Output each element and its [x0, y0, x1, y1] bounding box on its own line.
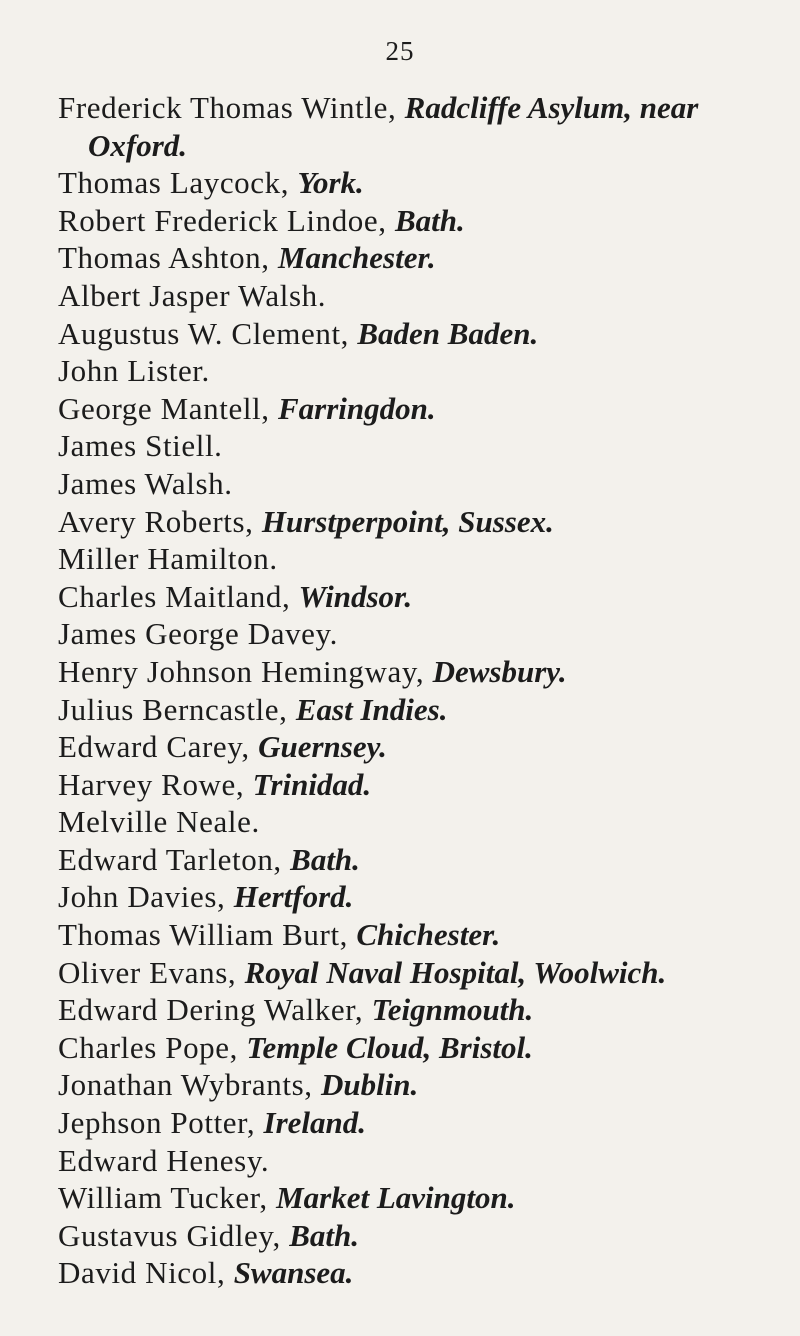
list-item — [58, 239, 788, 277]
list-item — [58, 1179, 788, 1217]
list-item — [58, 578, 788, 616]
member-list — [58, 89, 788, 1292]
list-item — [58, 465, 788, 503]
member-location: Guernsey. — [258, 729, 387, 765]
member-name: Edward Henesy. — [58, 1142, 270, 1178]
list-item — [58, 954, 788, 992]
list-item — [58, 991, 788, 1029]
list-item — [58, 1142, 788, 1180]
member-name: James Walsh. — [58, 465, 233, 501]
member-name: Robert Frederick Lindoe, — [58, 202, 395, 238]
member-name: Jonathan Wybrants, — [58, 1067, 321, 1103]
member-location: Bath. — [289, 1217, 359, 1253]
list-item — [58, 1254, 788, 1292]
list-item — [58, 1066, 788, 1104]
member-location: Dublin. — [320, 1067, 419, 1103]
list-item — [58, 878, 788, 916]
member-name: James Stiell. — [58, 428, 223, 464]
list-item — [58, 841, 788, 879]
list-item — [58, 352, 788, 390]
page-number: 25 — [385, 36, 415, 66]
member-name: John Davies, — [58, 879, 234, 915]
member-name: Oliver Evans, — [58, 954, 245, 990]
member-location: Hertford. — [233, 879, 354, 915]
member-name: Gustavus Gidley, — [58, 1217, 290, 1253]
member-location: Windsor. — [298, 578, 413, 614]
member-name: James George Davey. — [58, 616, 338, 652]
member-name: Jephson Potter, — [58, 1105, 264, 1141]
member-location: Hurstperpoint, Sussex. — [261, 503, 554, 539]
member-name: Augustus W. Clement, — [58, 315, 358, 351]
member-name: Thomas Ashton, — [58, 240, 278, 276]
member-name: Avery Roberts, — [58, 503, 262, 539]
list-item — [58, 390, 788, 428]
member-name: Henry Johnson Hemingway, — [58, 653, 433, 689]
list-item — [58, 766, 788, 804]
member-name: William Tucker, — [58, 1180, 277, 1216]
list-item — [58, 1029, 788, 1067]
list-item — [58, 277, 788, 315]
list-item — [58, 1217, 788, 1255]
member-location: York. — [297, 165, 364, 201]
member-location: Royal Naval Hospital, Woolwich. — [244, 954, 667, 990]
list-item — [58, 503, 788, 541]
list-item — [58, 615, 788, 653]
member-name: Thomas William Burt, — [58, 917, 357, 953]
member-location: Swansea. — [233, 1255, 354, 1291]
list-item — [58, 164, 788, 202]
member-name: George Mantell, — [58, 390, 278, 426]
member-name: Albert Jasper Walsh. — [58, 277, 327, 313]
member-location: Bath. — [394, 202, 465, 238]
list-item — [58, 540, 788, 578]
list-item — [58, 202, 788, 240]
member-location-continued: Oxford. — [88, 127, 188, 163]
list-item — [58, 803, 788, 841]
member-location: Baden Baden. — [357, 315, 539, 351]
member-name: Thomas Laycock, — [58, 165, 298, 201]
member-name: Edward Dering Walker, — [58, 992, 372, 1028]
list-item — [58, 691, 788, 729]
member-location: East Indies. — [295, 691, 448, 727]
list-item — [58, 89, 788, 164]
member-location: Market Lavington. — [276, 1180, 516, 1216]
member-location: Dewsbury. — [432, 653, 567, 689]
member-location: Ireland. — [263, 1105, 367, 1141]
member-name: David Nicol, — [58, 1255, 234, 1291]
member-name: Julius Berncastle, — [58, 691, 296, 727]
member-name: John Lister. — [58, 353, 210, 389]
member-name: Charles Pope, — [58, 1029, 247, 1065]
member-name: Edward Tarleton, — [58, 841, 291, 877]
member-location: Farringdon. — [277, 390, 436, 426]
member-name: Edward Carey, — [58, 729, 259, 765]
member-location: Radcliffe Asylum, near — [404, 90, 699, 125]
member-name: Frederick Thomas Wintle, — [58, 90, 405, 125]
member-location: Teignmouth. — [371, 992, 534, 1028]
member-location: Temple Cloud, Bristol. — [246, 1029, 533, 1065]
list-item — [58, 315, 788, 353]
member-name: Harvey Rowe, — [58, 766, 253, 802]
member-location: Manchester. — [277, 240, 436, 276]
list-item — [58, 427, 788, 465]
member-location: Chichester. — [356, 917, 501, 953]
member-name: Melville Neale. — [58, 804, 260, 840]
list-item — [58, 728, 788, 766]
member-location: Trinidad. — [252, 766, 372, 802]
list-item — [58, 653, 788, 691]
list-item — [58, 916, 788, 954]
member-location: Bath. — [290, 841, 360, 877]
member-name: Charles Maitland, — [58, 578, 299, 614]
member-name: Miller Hamilton. — [58, 541, 278, 577]
list-item — [58, 1104, 788, 1142]
